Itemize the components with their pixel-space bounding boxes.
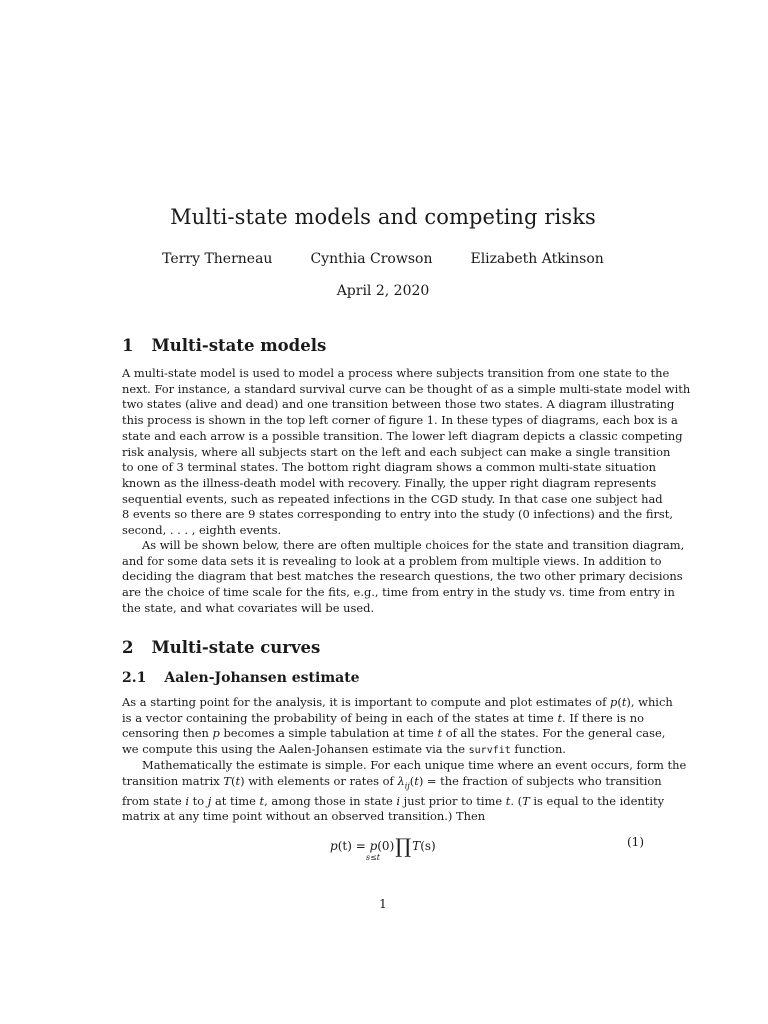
product-symbol: ∏ bbox=[395, 834, 412, 858]
inline-code: survfit bbox=[468, 745, 511, 757]
paragraph-3 bbox=[122, 695, 673, 759]
text-line: deciding the diagram that best matches the research questions, the two other primary decisions bbox=[122, 569, 683, 584]
text-line: and for some data sets it is revealing to look at a problem from multiple views. In addition to bbox=[122, 553, 662, 568]
section-number: 1 bbox=[122, 336, 134, 355]
equation-body: p(t) = p(0)∏T(s) s≤t bbox=[330, 834, 436, 862]
paragraph-4 bbox=[122, 758, 687, 825]
paragraph-2 bbox=[122, 538, 685, 617]
text-line: matrix at any time point without an observed transition.) Then bbox=[122, 809, 486, 824]
text-line: are the choice of time scale for the fits, e.g., time from entry in the study vs. time from entry in bbox=[122, 585, 675, 600]
text-line: next. For instance, a standard survival curve can be thought of as a simple multi-state model with bbox=[122, 381, 691, 396]
text-line: this process is shown in the top left corner of figure 1. In these types of diagrams, each box is a bbox=[122, 413, 678, 428]
subsection-title: Aalen-Johansen estimate bbox=[164, 670, 360, 686]
author-name: Terry Therneau bbox=[162, 251, 273, 267]
text-line: to one of 3 terminal states. The bottom right diagram shows a common multi-state situation bbox=[122, 460, 656, 475]
page-number: 1 bbox=[379, 897, 387, 911]
product-subscript: s≤t bbox=[366, 853, 381, 862]
text-line: sequential events, such as repeated infections in the CGD study. In that case one subject had bbox=[122, 491, 663, 506]
text-line: two states (alive and dead) and one transition between those two states. A diagram illustrating bbox=[122, 397, 675, 412]
paragraph-1 bbox=[122, 366, 691, 539]
text-line: 8 events so there are 9 states corresponding to entry into the study (0 infections) and the first, bbox=[122, 507, 674, 522]
section-heading-2 bbox=[122, 638, 320, 657]
text-line: we compute this using the Aalen-Johansen estimate via the survfit function. bbox=[122, 742, 566, 757]
text-line: state and each arrow is a possible transition. The lower left diagram depicts a classic competing bbox=[122, 428, 683, 443]
author-name: Elizabeth Atkinson bbox=[470, 251, 604, 267]
section-number: 2 bbox=[122, 638, 134, 657]
author-name: Cynthia Crowson bbox=[310, 251, 433, 267]
section-title: Multi-state models bbox=[151, 336, 327, 355]
text-line: As a starting point for the analysis, it is important to compute and plot estimates of p(t), which bbox=[122, 695, 673, 709]
subsection-number: 2.1 bbox=[122, 670, 147, 686]
text-line: Mathematically the estimate is simple. For each unique time where an event occurs, form the bbox=[142, 758, 687, 772]
text-line: second, . . . , eighth events. bbox=[122, 523, 282, 538]
equation-number: (1) bbox=[627, 835, 644, 849]
text-line: A multi-state model is used to model a process where subjects transition from one state to the bbox=[122, 366, 670, 380]
section-heading-1 bbox=[122, 336, 326, 355]
paper-date: April 2, 2020 bbox=[336, 283, 430, 299]
text-line: known as the illness-death model with recovery. Finally, the upper right diagram represents bbox=[122, 475, 657, 490]
subsection-heading-2-1 bbox=[122, 670, 360, 686]
author-list bbox=[122, 251, 644, 267]
section-title: Multi-state curves bbox=[151, 638, 321, 657]
text-line: from state i to j at time t, among those in state i just prior to time t. (T is equal to the identity bbox=[122, 793, 665, 808]
text-line: transition matrix T(t) with elements or rates of $\lambda_{ij}(t)$ = the fraction of subjects who transition bbox=[122, 773, 662, 790]
text-line: risk analysis, where all subjects start on the left and each subject can make a single transition bbox=[122, 444, 671, 459]
text-line: is a vector containing the probability of being in each of the states at time t. If there is no bbox=[122, 710, 644, 725]
paper-title: Multi-state models and competing risks bbox=[170, 205, 596, 229]
text-line: censoring then p becomes a simple tabulation at time t of all the states. For the general case, bbox=[122, 726, 666, 741]
text-line: As will be shown below, there are often multiple choices for the state and transition diagram, bbox=[142, 538, 685, 552]
text-line: the state, and what covariates will be used. bbox=[122, 600, 375, 615]
